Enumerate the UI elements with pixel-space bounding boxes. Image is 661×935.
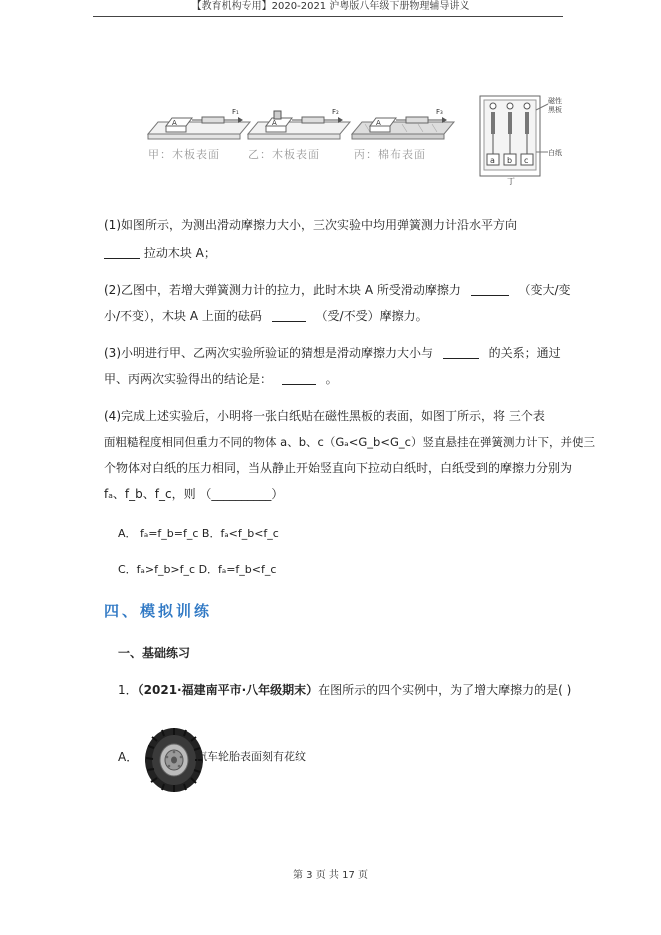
answer-blank[interactable] xyxy=(471,283,509,296)
magnetic-board xyxy=(480,96,562,186)
magnetic-board-label: 磁性 xyxy=(548,97,562,105)
setup-jia xyxy=(148,108,250,139)
caption-bing: 丙：棉布表面 xyxy=(354,148,426,161)
section-subtitle: 一、基础练习 xyxy=(118,646,191,660)
object-a: a xyxy=(490,156,495,165)
setup-yi xyxy=(248,108,350,139)
option-a-text: 汽车轮胎表面刻有花纹 xyxy=(196,750,306,763)
q4-options-cd[interactable]: C．fₐ>f_b>f_c D．fₐ=f_b<f_c xyxy=(118,563,277,576)
panel-label: 丁 xyxy=(507,177,515,186)
page-footer: 第 3 页 共 17 页 xyxy=(293,870,368,881)
magnetic-board-label-2: 黑板 xyxy=(548,106,562,114)
caption-yi: 乙：木板表面 xyxy=(248,148,320,161)
force-label-2: F₂ xyxy=(332,108,339,116)
object-c: c xyxy=(524,156,529,165)
answer-blank[interactable] xyxy=(104,246,140,259)
q1-line2: 拉动木块 A； xyxy=(104,246,574,260)
block-label: A xyxy=(376,119,381,127)
section-title: 四、模拟训练 xyxy=(104,602,213,620)
q3-line2: 甲、丙两次实验得出的结论是： 。 xyxy=(104,372,338,386)
white-paper-label: 白纸 xyxy=(548,149,562,157)
q4-options-ab[interactable]: A． fₐ=f_b=f_c B．fₐ<f_b<f_c xyxy=(118,527,279,540)
force-label-3: F₃ xyxy=(436,108,443,116)
q4-line2: 面粗糙程度相同但重力不同的物体 a、b、c（Gₐ<G_b<G_c）竖直悬挂在弹簧测力计下，并使三 xyxy=(104,435,595,449)
practice-question-1: 1．（2021·福建南平市·八年级期末）在图所示的四个实例中，为了增大摩擦力的是( ) xyxy=(118,683,572,697)
weight-block xyxy=(274,111,281,119)
q4-line3: 个物体对白纸的压力相同，当从静止开始竖直向下拉动白纸时，白纸受到的摩擦力分别为 xyxy=(104,461,573,475)
q2-line2: 小/不变），木块 A 上面的砝码 （受/不受）摩擦力。 xyxy=(104,309,428,323)
q1-line1: (1)如图所示，为测出滑动摩擦力大小，三次实验中均用弹簧测力计沿水平方向 xyxy=(104,218,518,232)
object-b: b xyxy=(507,156,513,165)
experiment-figure xyxy=(140,94,570,186)
q4-line4: fₐ、f_b、f_c，则 （__________） xyxy=(104,487,284,501)
experiment-diagram xyxy=(140,94,570,186)
page-header: 【教育机构专用】2020-2021 沪粤版八年级下册物理辅导讲义 xyxy=(191,1,470,12)
q3-line1: (3)小明进行甲、乙两次实验所验证的猜想是滑动摩擦力大小与 的关系；通过 xyxy=(104,346,561,360)
answer-blank[interactable] xyxy=(443,346,479,359)
block-label: A xyxy=(272,119,277,127)
force-label-1: F₁ xyxy=(232,108,239,116)
option-a-label[interactable]: A． xyxy=(118,750,139,764)
setup-bing xyxy=(352,108,454,139)
q2-line1: (2)乙图中，若增大弹簧测力计的拉力，此时木块 A 所受滑动摩擦力 （变大/变 xyxy=(104,283,571,297)
answer-blank[interactable] xyxy=(272,309,306,322)
q4-line1: (4)完成上述实验后，小明将一张白纸贴在磁性黑板的表面，如图丁所示，将 三个表 xyxy=(104,409,545,423)
block-label: A xyxy=(172,119,177,127)
header-divider xyxy=(93,16,563,17)
answer-blank[interactable] xyxy=(282,372,316,385)
caption-jia: 甲：木板表面 xyxy=(148,148,220,161)
